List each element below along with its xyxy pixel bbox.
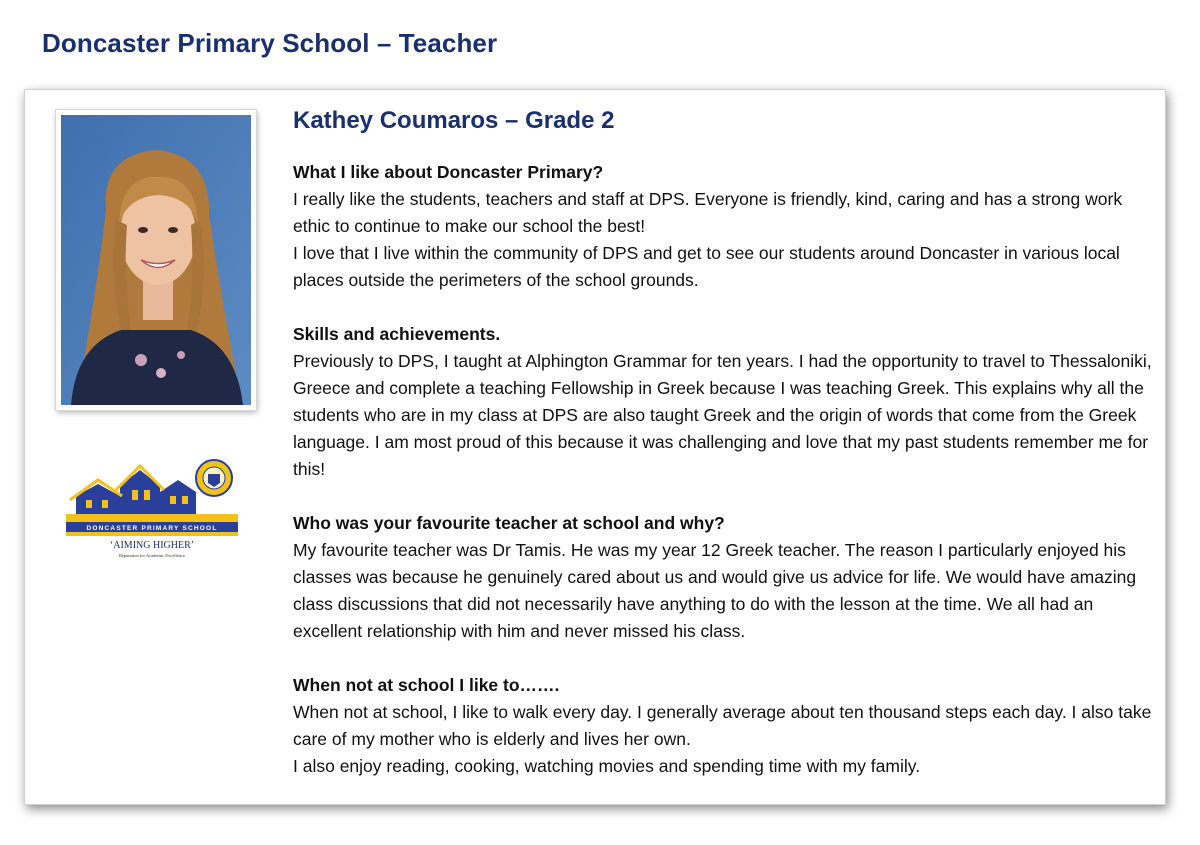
- section-heading: What I like about Doncaster Primary?: [293, 162, 604, 182]
- section-paragraph: When not at school, I like to walk every day. I generally average about ten thousand steps each day. I also take care of my mother who is elderly and lives her own.: [293, 702, 1152, 749]
- section-favourite-teacher: [293, 510, 1155, 645]
- school-logo: [62, 456, 242, 560]
- section-paragraph: I love that I live within the community of DPS and get to see our students around Doncaster in various local places outside the perimeters of the school grounds.: [293, 243, 1120, 290]
- profile-content: [293, 104, 1155, 807]
- section-heading: Who was your favourite teacher at school and why?: [293, 513, 725, 533]
- teacher-name: Kathey Coumaros – Grade 2: [293, 107, 615, 134]
- section-skills: [293, 321, 1155, 483]
- section-heading: When not at school I like to…….: [293, 675, 560, 695]
- logo-tagline: Reputation for Academic Excellence: [118, 553, 186, 558]
- logo-motto: ‘AIMING HIGHER’: [109, 540, 195, 551]
- section-paragraph: My favourite teacher was Dr Tamis. He was my year 12 Greek teacher. The reason I particularly enjoyed his classes was because he genuinely cared about us and would give us advice for life. We would have amazing class discussions that did not necessarily have anything to do with the lesson at the time. We all had an excellent relationship with him and never missed his class.: [293, 540, 1137, 641]
- logo-banner-text: DONCASTER PRIMARY SCHOOL: [86, 525, 218, 532]
- section-paragraph: I also enjoy reading, cooking, watching movies and spending time with my family.: [293, 756, 921, 776]
- section-likes: [293, 159, 1155, 294]
- section-paragraph: I really like the students, teachers and staff at DPS. Everyone is friendly, kind, caring and has a strong work ethic to continue to make our school the best!: [293, 189, 1123, 236]
- section-paragraph: Previously to DPS, I taught at Alphington Grammar for ten years. I had the opportunity to travel to Thessaloniki, Greece and complete a teaching Fellowship in Greek because I was teaching Greek. This explains why all the students who are in my class at DPS are also taught Greek and the origin of words that come from the Greek language. I am most proud of this because it was challenging and love that my past students remember me for this!: [293, 351, 1152, 479]
- section-hobbies: [293, 672, 1155, 780]
- page-title: Doncaster Primary School – Teacher: [42, 28, 498, 58]
- teacher-photo: [56, 110, 256, 410]
- section-heading: Skills and achievements.: [293, 324, 501, 344]
